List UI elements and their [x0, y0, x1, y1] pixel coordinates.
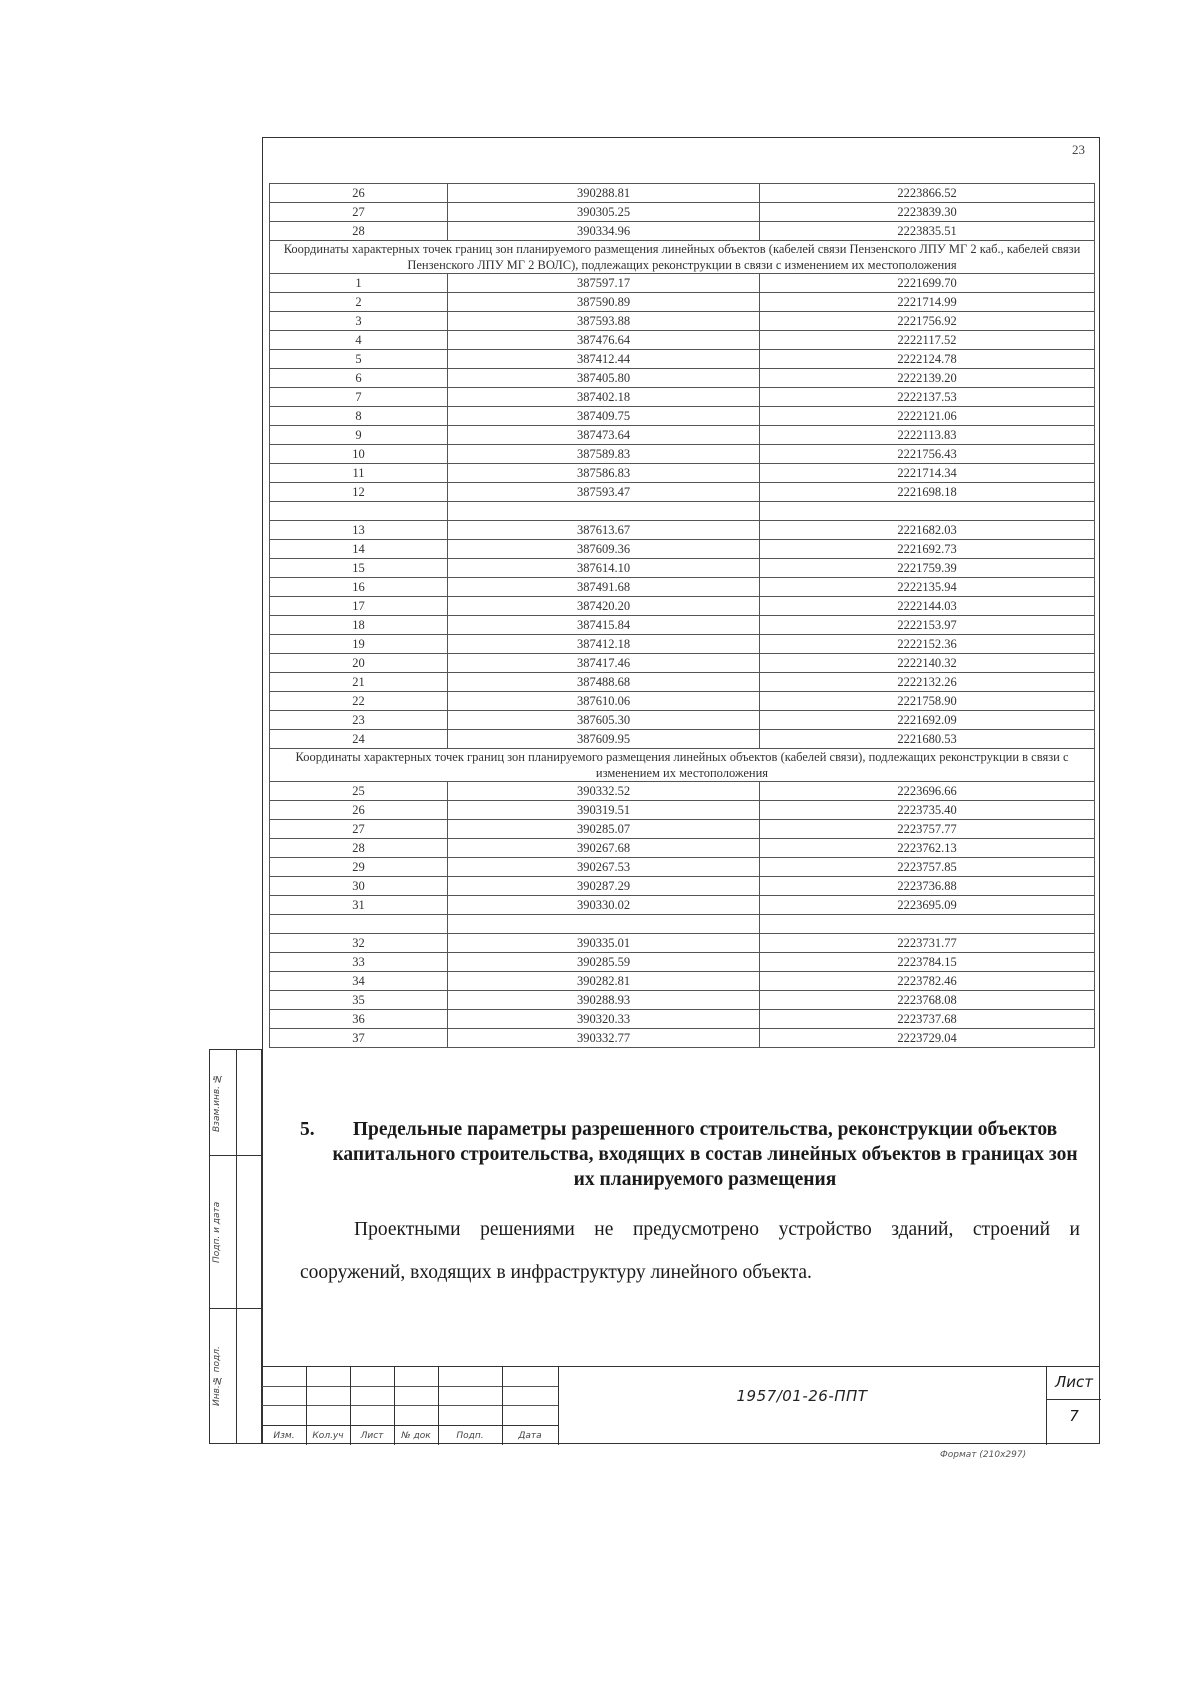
y-coordinate-cell: 2221714.34 — [760, 464, 1095, 483]
y-coordinate-cell: 2223768.08 — [760, 991, 1095, 1010]
table-row — [270, 654, 1095, 673]
x-coordinate-cell: 387420.20 — [448, 597, 760, 616]
format-label: Формат (210х297) — [940, 1450, 1027, 1460]
point-number-cell: 24 — [270, 730, 448, 749]
table-caption: Координаты характерных точек границ зон планируемого размещения линейных объектов (кабелей связи Пензенского ЛПУ МГ 2 каб., кабелей связи Пензенского ЛПУ МГ 2 ВОЛС), подлежащих реконструкции в связи с изменением их местоположения — [270, 241, 1095, 274]
point-number-cell: 20 — [270, 654, 448, 673]
table-row — [270, 559, 1095, 578]
x-coordinate-cell: 387405.80 — [448, 369, 760, 388]
x-coordinate-cell: 387610.06 — [448, 692, 760, 711]
x-coordinate-cell: 387417.46 — [448, 654, 760, 673]
table-row — [270, 692, 1095, 711]
point-number-cell: 30 — [270, 877, 448, 896]
point-number-cell: 21 — [270, 673, 448, 692]
point-number-cell: 27 — [270, 820, 448, 839]
strip-label-vzam: Взам.инв. № — [212, 1073, 222, 1133]
stamp-label: Кол.уч — [312, 1431, 344, 1441]
y-coordinate-cell: 2222139.20 — [760, 369, 1095, 388]
point-number-cell: 2 — [270, 293, 448, 312]
sheet-number: 7 — [1069, 1407, 1079, 1425]
point-number-cell: 16 — [270, 578, 448, 597]
coordinates-table-body — [270, 184, 1095, 1048]
y-coordinate-cell: 2223835.51 — [760, 222, 1095, 241]
table-row — [270, 464, 1095, 483]
document-code: 1957/01-26-ППТ — [736, 1387, 868, 1405]
x-coordinate-cell: 387476.64 — [448, 331, 760, 350]
table-row — [270, 388, 1095, 407]
table-row — [270, 203, 1095, 222]
x-coordinate-cell: 387415.84 — [448, 616, 760, 635]
x-coordinate-cell: 390282.81 — [448, 972, 760, 991]
binding-strip — [209, 1049, 262, 1444]
x-coordinate-cell: 387491.68 — [448, 578, 760, 597]
x-coordinate-cell: 390285.07 — [448, 820, 760, 839]
y-coordinate-cell: 2222140.32 — [760, 654, 1095, 673]
table-row — [270, 991, 1095, 1010]
x-coordinate-cell: 387488.68 — [448, 673, 760, 692]
y-coordinate-cell: 2222152.36 — [760, 635, 1095, 654]
table-row — [270, 521, 1095, 540]
point-number-cell: 25 — [270, 782, 448, 801]
point-number-cell: 15 — [270, 559, 448, 578]
point-number-cell: 17 — [270, 597, 448, 616]
table-cell-empty — [760, 915, 1095, 934]
x-coordinate-cell: 390334.96 — [448, 222, 760, 241]
stamp-label: Изм. — [273, 1431, 295, 1441]
table-row — [270, 635, 1095, 654]
y-coordinate-cell: 2223735.40 — [760, 801, 1095, 820]
y-coordinate-cell: 2223736.88 — [760, 877, 1095, 896]
stamp-label: № док — [401, 1431, 431, 1441]
point-number-cell: 8 — [270, 407, 448, 426]
x-coordinate-cell: 387590.89 — [448, 293, 760, 312]
table-row — [270, 730, 1095, 749]
stamp-label: Дата — [518, 1431, 542, 1441]
point-number-cell: 28 — [270, 222, 448, 241]
table-caption-row — [270, 749, 1095, 782]
point-number-cell: 12 — [270, 483, 448, 502]
y-coordinate-cell: 2223762.13 — [760, 839, 1095, 858]
table-row — [270, 839, 1095, 858]
point-number-cell: 22 — [270, 692, 448, 711]
point-number-cell: 1 — [270, 274, 448, 293]
table-row — [270, 972, 1095, 991]
y-coordinate-cell: 2221692.73 — [760, 540, 1095, 559]
x-coordinate-cell: 387412.18 — [448, 635, 760, 654]
x-coordinate-cell: 387586.83 — [448, 464, 760, 483]
y-coordinate-cell: 2223729.04 — [760, 1029, 1095, 1048]
strip-separator — [210, 1308, 261, 1309]
table-cell-empty — [760, 502, 1095, 521]
x-coordinate-cell: 390332.77 — [448, 1029, 760, 1048]
x-coordinate-cell: 387593.47 — [448, 483, 760, 502]
table-row — [270, 222, 1095, 241]
point-number-cell: 10 — [270, 445, 448, 464]
table-spacer-row — [270, 502, 1095, 521]
x-coordinate-cell: 390285.59 — [448, 953, 760, 972]
point-number-cell: 26 — [270, 801, 448, 820]
y-coordinate-cell: 2222132.26 — [760, 673, 1095, 692]
x-coordinate-cell: 387412.44 — [448, 350, 760, 369]
x-coordinate-cell: 390287.29 — [448, 877, 760, 896]
x-coordinate-cell: 387613.67 — [448, 521, 760, 540]
table-row — [270, 184, 1095, 203]
table-row — [270, 711, 1095, 730]
table-row — [270, 820, 1095, 839]
x-coordinate-cell: 387609.95 — [448, 730, 760, 749]
y-coordinate-cell: 2221682.03 — [760, 521, 1095, 540]
section-number: 5. — [300, 1119, 315, 1140]
x-coordinate-cell: 387597.17 — [448, 274, 760, 293]
y-coordinate-cell: 2221699.70 — [760, 274, 1095, 293]
point-number-cell: 23 — [270, 711, 448, 730]
y-coordinate-cell: 2223757.85 — [760, 858, 1095, 877]
y-coordinate-cell: 2223737.68 — [760, 1010, 1095, 1029]
table-row — [270, 877, 1095, 896]
x-coordinate-cell: 390320.33 — [448, 1010, 760, 1029]
table-row — [270, 1029, 1095, 1048]
y-coordinate-cell: 2221756.43 — [760, 445, 1095, 464]
point-number-cell: 36 — [270, 1010, 448, 1029]
point-number-cell: 11 — [270, 464, 448, 483]
strip-separator — [210, 1155, 261, 1156]
table-row — [270, 953, 1095, 972]
x-coordinate-cell: 390332.52 — [448, 782, 760, 801]
table-row — [270, 616, 1095, 635]
table-row — [270, 274, 1095, 293]
table-row — [270, 896, 1095, 915]
x-coordinate-cell: 387605.30 — [448, 711, 760, 730]
sheet-box — [1046, 1367, 1101, 1445]
x-coordinate-cell: 387614.10 — [448, 559, 760, 578]
x-coordinate-cell: 390267.53 — [448, 858, 760, 877]
section-title: Предельные параметры разрешенного строительства, реконструкции объектов капитального строительства, входящих в состав линейных объектов в границах зон их планируемого размещения — [332, 1119, 1078, 1190]
x-coordinate-cell: 390288.81 — [448, 184, 760, 203]
strip-label-podp: Подп. и дата — [212, 1201, 222, 1263]
y-coordinate-cell: 2221692.09 — [760, 711, 1095, 730]
x-coordinate-cell: 387589.83 — [448, 445, 760, 464]
grid-line — [558, 1367, 559, 1445]
x-coordinate-cell: 387409.75 — [448, 407, 760, 426]
stamp-label: Подп. — [456, 1431, 484, 1441]
point-number-cell: 37 — [270, 1029, 448, 1048]
sheet-label: Лист — [1054, 1373, 1093, 1391]
table-cell-empty — [270, 915, 448, 934]
x-coordinate-cell: 387473.64 — [448, 426, 760, 445]
y-coordinate-cell: 2221680.53 — [760, 730, 1095, 749]
y-coordinate-cell: 2222153.97 — [760, 616, 1095, 635]
x-coordinate-cell: 387402.18 — [448, 388, 760, 407]
x-coordinate-cell: 387593.88 — [448, 312, 760, 331]
page-number: 23 — [1072, 142, 1085, 157]
table-row — [270, 483, 1095, 502]
y-coordinate-cell: 2223866.52 — [760, 184, 1095, 203]
y-coordinate-cell: 2223782.46 — [760, 972, 1095, 991]
y-coordinate-cell: 2221758.90 — [760, 692, 1095, 711]
y-coordinate-cell: 2223757.77 — [760, 820, 1095, 839]
y-coordinate-cell: 2222135.94 — [760, 578, 1095, 597]
point-number-cell: 19 — [270, 635, 448, 654]
y-coordinate-cell: 2223696.66 — [760, 782, 1095, 801]
table-row — [270, 1010, 1095, 1029]
table-row — [270, 934, 1095, 953]
section-heading — [300, 1117, 1080, 1192]
table-row — [270, 312, 1095, 331]
y-coordinate-cell: 2223731.77 — [760, 934, 1095, 953]
stamp-label: Лист — [360, 1431, 384, 1441]
table-row — [270, 350, 1095, 369]
point-number-cell: 13 — [270, 521, 448, 540]
table-row — [270, 578, 1095, 597]
table-spacer-row — [270, 915, 1095, 934]
table-row — [270, 293, 1095, 312]
point-number-cell: 26 — [270, 184, 448, 203]
x-coordinate-cell: 390288.93 — [448, 991, 760, 1010]
coordinates-table-container — [269, 183, 1094, 1048]
x-coordinate-cell: 390267.68 — [448, 839, 760, 858]
y-coordinate-cell: 2221698.18 — [760, 483, 1095, 502]
table-row — [270, 801, 1095, 820]
y-coordinate-cell: 2221714.99 — [760, 293, 1095, 312]
point-number-cell: 33 — [270, 953, 448, 972]
x-coordinate-cell: 390330.02 — [448, 896, 760, 915]
table-caption: Координаты характерных точек границ зон планируемого размещения линейных объектов (кабелей связи), подлежащих реконструкции в связи с изменением их местоположения — [270, 749, 1095, 782]
point-number-cell: 9 — [270, 426, 448, 445]
table-row — [270, 331, 1095, 350]
point-number-cell: 6 — [270, 369, 448, 388]
table-cell-empty — [448, 915, 760, 934]
y-coordinate-cell: 2222121.06 — [760, 407, 1095, 426]
table-row — [270, 445, 1095, 464]
table-row — [270, 369, 1095, 388]
point-number-cell: 28 — [270, 839, 448, 858]
point-number-cell: 27 — [270, 203, 448, 222]
y-coordinate-cell: 2222124.78 — [760, 350, 1095, 369]
y-coordinate-cell: 2222117.52 — [760, 331, 1095, 350]
x-coordinate-cell: 390319.51 — [448, 801, 760, 820]
table-row — [270, 597, 1095, 616]
section-paragraph: Проектными решениями не предусмотрено устройство зданий, строений и сооружений, входящих в инфраструктуру линейного объекта. — [300, 1219, 1080, 1283]
y-coordinate-cell: 2221756.92 — [760, 312, 1095, 331]
x-coordinate-cell: 387609.36 — [448, 540, 760, 559]
point-number-cell: 4 — [270, 331, 448, 350]
coordinates-table — [269, 183, 1095, 1048]
table-caption-row — [270, 241, 1095, 274]
strip-divider — [236, 1050, 237, 1443]
title-block — [262, 1366, 1100, 1445]
table-cell-empty — [448, 502, 760, 521]
strip-label-inv: Инв.№ подл. — [212, 1346, 222, 1406]
x-coordinate-cell: 390305.25 — [448, 203, 760, 222]
y-coordinate-cell: 2223695.09 — [760, 896, 1095, 915]
table-row — [270, 782, 1095, 801]
y-coordinate-cell: 2223839.30 — [760, 203, 1095, 222]
y-coordinate-cell: 2223784.15 — [760, 953, 1095, 972]
table-cell-empty — [270, 502, 448, 521]
point-number-cell: 35 — [270, 991, 448, 1010]
sheet-separator — [1047, 1399, 1101, 1400]
x-coordinate-cell: 390335.01 — [448, 934, 760, 953]
point-number-cell: 34 — [270, 972, 448, 991]
point-number-cell: 29 — [270, 858, 448, 877]
revision-grid — [262, 1367, 558, 1445]
point-number-cell: 31 — [270, 896, 448, 915]
point-number-cell: 5 — [270, 350, 448, 369]
point-number-cell: 18 — [270, 616, 448, 635]
table-row — [270, 673, 1095, 692]
point-number-cell: 32 — [270, 934, 448, 953]
y-coordinate-cell: 2222113.83 — [760, 426, 1095, 445]
table-row — [270, 407, 1095, 426]
point-number-cell: 14 — [270, 540, 448, 559]
y-coordinate-cell: 2222137.53 — [760, 388, 1095, 407]
point-number-cell: 3 — [270, 312, 448, 331]
point-number-cell: 7 — [270, 388, 448, 407]
table-row — [270, 540, 1095, 559]
table-row — [270, 426, 1095, 445]
y-coordinate-cell: 2221759.39 — [760, 559, 1095, 578]
y-coordinate-cell: 2222144.03 — [760, 597, 1095, 616]
table-row — [270, 858, 1095, 877]
